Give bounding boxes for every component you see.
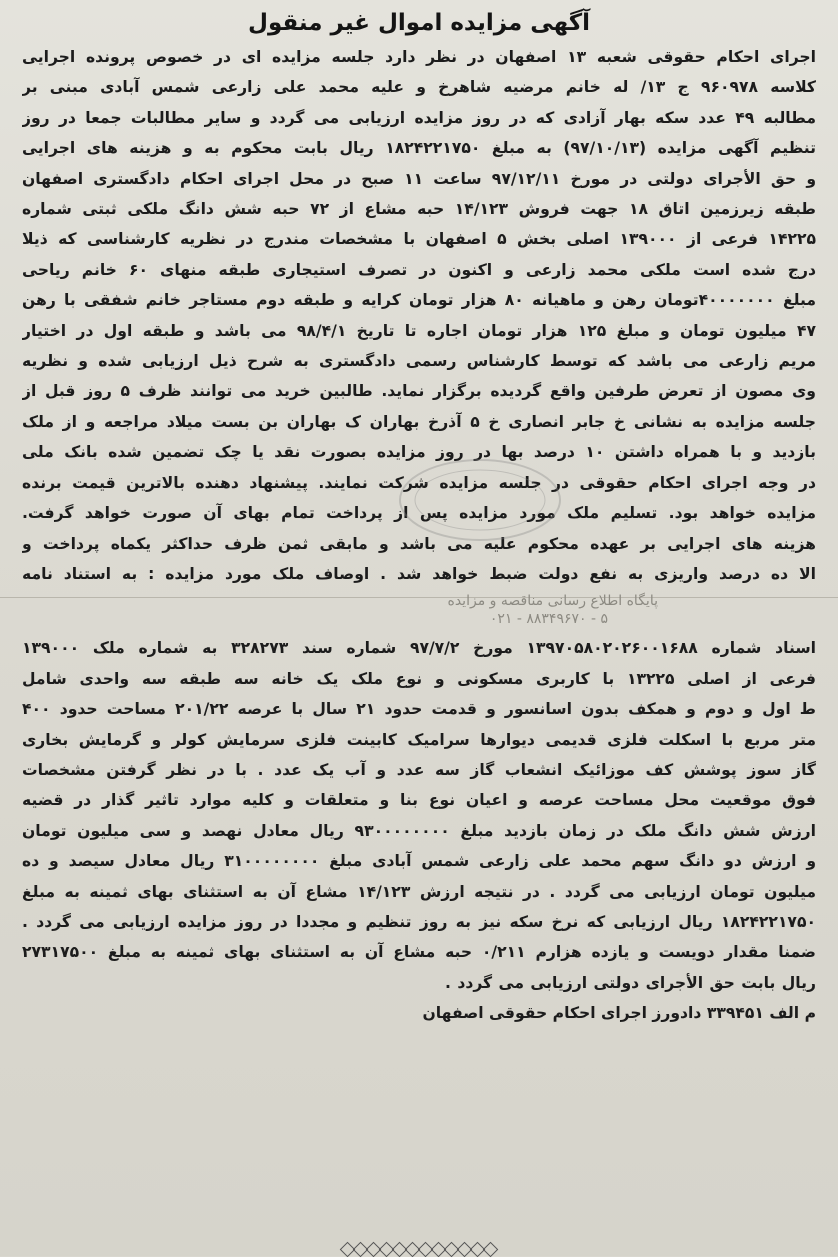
text-line: و ارزش دو دانگ سهم محمد علی زارعی شمس آبادی مبلغ ۳۱۰۰۰۰۰۰۰۰ ریال معادل سیصد و ده [22, 852, 816, 871]
text-line: وی مصون از تعرض طرفین واقع گردیده برگزار نماید. طالبین خرید می توانند ظرف ۵ روز قبل از [22, 382, 816, 401]
text-line: ضمنا مقدار دویست و یازده هزارم ۰/۲۱۱ حبه مشاع آن به استثنای بهای ثمینه به مبلغ ۲۷۳۱۷۵۰۰ [22, 943, 816, 962]
text-line: هزینه های اجرایی بر عهده محکوم علیه می باشد و مابقی ثمن ظرف حداکثر یکماه پرداخت و [22, 534, 816, 553]
divider [0, 597, 838, 598]
text-line: ۴۷ میلیون تومان و مبلغ ۱۲۵ هزار تومان اجاره تا تاریخ ۹۸/۴/۱ می باشد و طبقه اول در اختیار [22, 321, 816, 340]
text-line: گاز سوز پوشش کف موزائیک انشعاب گاز سه عدد و آب یک عدد . با در نظر گرفتن مشخصات [22, 760, 816, 779]
text-line: ریال بابت حق الأجرای دولتی ارزیابی می گردد . [444, 973, 816, 992]
text-line: اسناد شماره ۱۳۹۷۰۵۸۰۲۰۲۶۰۰۱۶۸۸ مورخ ۹۷/۷/۲ شماره سند ۳۲۸۲۷۳ به شماره ملک ۱۳۹۰۰۰ [22, 639, 816, 658]
text-line: بازدید و با همراه داشتن ۱۰ درصد بها در روز مزایده بصورت نقد یا چک تضمین شده بانک ملی [22, 443, 816, 462]
text-line: مطالبه ۴۹ عدد سکه بهار آزادی که در روز مزایده ارزیابی می گردد و سایر مطالبات جمعا در روز [22, 108, 816, 127]
text-line: و حق الأجرای دولتی در مورخ ۹۷/۱۲/۱۱ ساعت ۱۱ صبح در محل اجرای احکام دادگستری اصفهان [22, 169, 816, 188]
text-line: تنظیم آگهی مزایده (۹۷/۱۰/۱۳) به مبلغ ۱۸۲۴۲۲۱۷۵۰ ریال بابت محکوم به و هزینه های اجرایی [22, 139, 816, 158]
watermark-separator [0, 589, 838, 633]
notice-body-section-2 [22, 633, 816, 998]
notice-title: آگهی مزایده اموال غیر منقول [247, 10, 591, 36]
text-line: متر مربع با اسکلت فلزی قدیمی دیوارها سرامیک کابینت فلزی سرمایش کولر و گرمایش بخاری [22, 730, 816, 749]
text-line: جلسه مزایده به نشانی خ جابر انصاری خ ۵ آذرخ بهاران ک بهاران بن بست میلاد مراجعه و از ملک [22, 412, 816, 431]
text-line: فوق موقعیت محل مساحت عرصه و اعیان نوع بنا و متعلقات و کلیه موارد تاثیر گذار در قضیه [22, 791, 816, 810]
text-line: درج شده است ملکی محمد زارعی و اکنون در تصرف استیجاری طبقه منهای ۶۰ خانم ریاحی [22, 260, 816, 279]
text-line: در وجه اجرای احکام حقوقی در جلسه مزایده شرکت نمایند. پیشنهاد دهنده بالاترین قیمت برنده [22, 473, 816, 492]
text-line: ۱۸۲۴۲۲۱۷۵۰ ریال ارزیابی که نرخ سکه نیز به روز تنظیم و مجددا در روز مزایده ارزیابی می گردد . [22, 912, 816, 931]
text-line: الا ده درصد واریزی به نفع دولت ضبط خواهد شد . اوصاف ملک مورد مزایده : به استناد نامه [22, 564, 816, 583]
text-line: اجرای احکام حقوقی شعبه ۱۳ اصفهان در نظر دارد جلسه مزایده ای در خصوص پرونده اجرایی [22, 48, 816, 66]
text-line: میلیون تومان ارزیابی می گردد . در نتیجه ارزش ۱۴/۱۲۳ مشاع آن به استثنای بهای ثمینه به مبلغ [22, 882, 816, 901]
text-line: فرعی از اصلی ۱۳۲۲۵ با کاربری مسکونی و نوع ملک یک خانه سه طبقه سه واحدی شامل [22, 669, 816, 688]
notice-body-section-1 [22, 42, 816, 589]
diamond-ornament [483, 1241, 499, 1257]
text-line: طبقه زیرزمین اتاق ۱۸ جهت فروش ۱۴/۱۲۳ حبه مشاع از ۷۲ حبه شش دانگ ملکی ثبتی شماره [22, 200, 816, 219]
text-line: مبلغ ۴۰۰۰۰۰۰۰تومان رهن و ماهیانه ۸۰ هزار تومان کرایه و طبقه دوم مستاجر خانم شفقی با رهن [22, 291, 816, 310]
decorative-border [0, 1242, 838, 1256]
watermark-phone: ۰۲۱ - ۸۸۳۴۹۶۷۰ - ۵ [489, 611, 608, 628]
text-line: ارزش شش دانگ ملک در زمان بازدید مبلغ ۹۳۰۰۰۰۰۰۰۰ ریال معادل نهصد و سی میلیون تومان [22, 821, 816, 840]
watermark-text: پایگاه اطلاع رسانی مناقصه و مزایده [447, 593, 658, 610]
text-line: کلاسه ۹۶۰۹۷۸ ج ۱۳/ له خانم مرضیه شاهرخ و علیه محمد علی زارعی شمس آبادی مبنی بر [22, 78, 816, 97]
notice-signature: م الف ۳۳۹۴۵۱ دادورز اجرای احکام حقوقی اصفهان [422, 1004, 816, 1023]
text-line: مریم زارعی می باشد که توسط کارشناس رسمی دادگستری به شرح ذیل ارزیابی شده و نظریه [22, 352, 816, 371]
text-line: ۱۴۲۲۵ فرعی از ۱۳۹۰۰۰ اصلی بخش ۵ اصفهان با مشخصات مندرج در نظریه کارشناسی که ذیلا [22, 230, 816, 249]
text-line: ط اول و دوم و همکف بدون اسانسور و قدمت حدود ۲۱ سال با عرصه ۲۰۱/۲۲ مساحت حدود ۴۰۰ [22, 700, 816, 719]
text-line: مزایده خواهد بود. تسلیم ملک مورد مزایده پس از پرداخت تمام بهای آن صورت خواهد گرفت. [22, 504, 816, 523]
